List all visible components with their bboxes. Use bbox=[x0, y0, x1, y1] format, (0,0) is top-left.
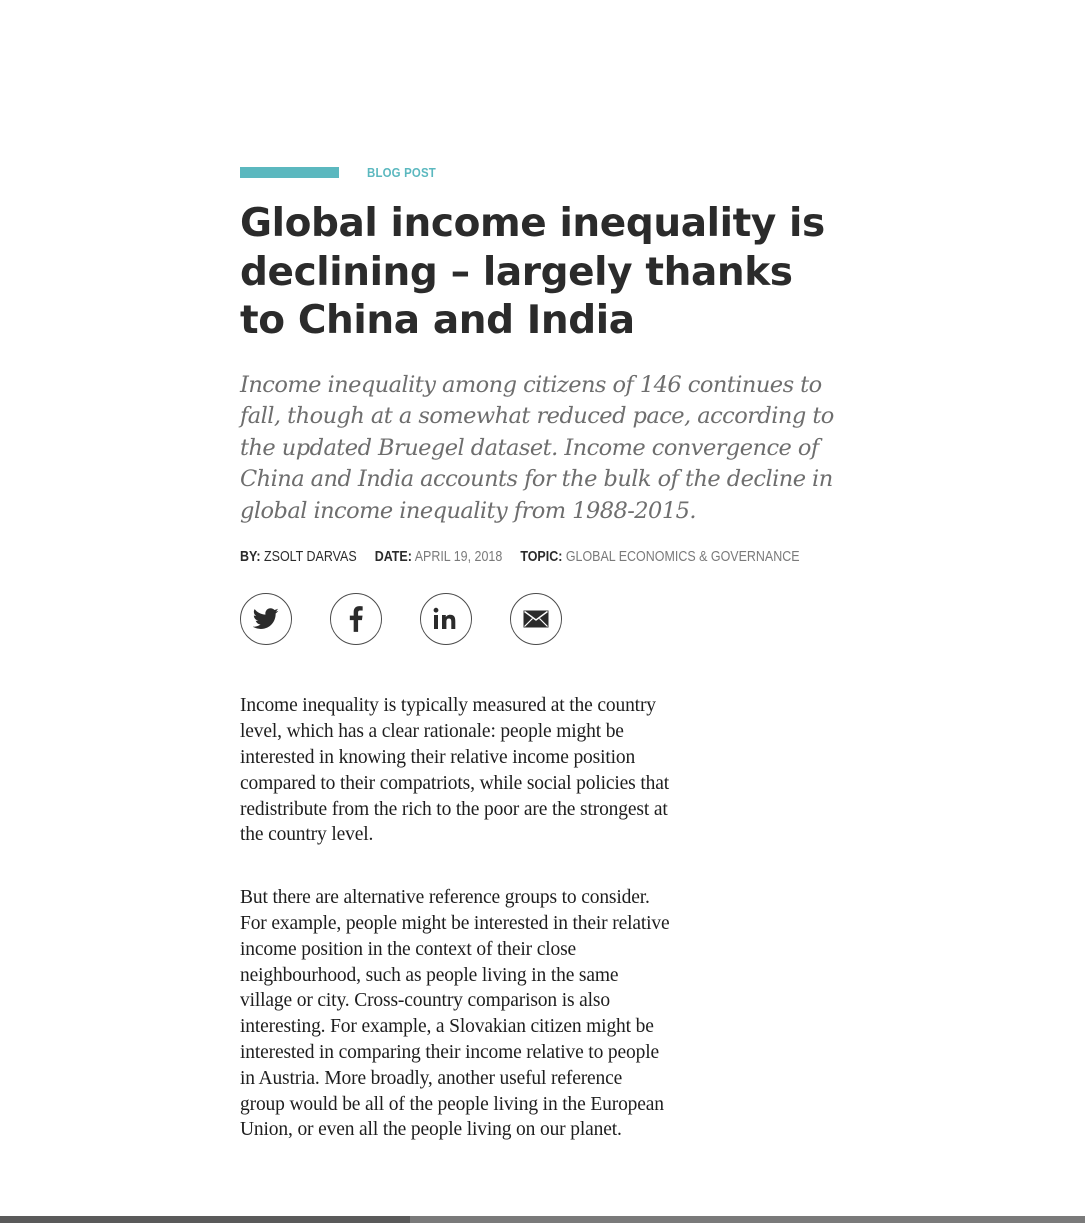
article-lead: Income inequality among citizens of 146 continues to fall, though at a somewhat reduced pace, according to the updated Bruegel dataset. Income convergence of China and India accounts for the bulk of the decline in global income inequality from 1988-2015. bbox=[240, 371, 834, 524]
window-bottom-edge bbox=[0, 1216, 1085, 1223]
article-meta bbox=[240, 549, 800, 566]
meta-author bbox=[240, 549, 357, 565]
share-linkedin-button[interactable] bbox=[420, 593, 472, 645]
facebook-icon bbox=[349, 606, 363, 632]
article-title: Global income inequality is declining – largely thanks to China and India bbox=[240, 201, 825, 343]
topic-link[interactable]: GLOBAL ECONOMICS & GOVERNANCE bbox=[565, 549, 800, 566]
horizontal-scrollbar-track[interactable] bbox=[410, 1216, 1085, 1223]
category-row bbox=[240, 164, 840, 180]
share-buttons bbox=[240, 593, 840, 645]
meta-author-label: BY: bbox=[240, 549, 261, 566]
linkedin-icon bbox=[433, 607, 459, 631]
category-label[interactable]: BLOG POST bbox=[367, 164, 436, 180]
email-icon bbox=[523, 610, 549, 628]
twitter-icon bbox=[253, 608, 279, 630]
author-link[interactable]: ZSOLT DARVAS bbox=[264, 549, 357, 566]
article-body bbox=[240, 693, 670, 1143]
meta-date-value: APRIL 19, 2018 bbox=[414, 549, 503, 566]
meta-date bbox=[375, 549, 503, 565]
share-email-button[interactable] bbox=[510, 593, 562, 645]
share-facebook-button[interactable] bbox=[330, 593, 382, 645]
article bbox=[240, 164, 840, 1180]
meta-topic-label: TOPIC: bbox=[520, 549, 563, 566]
article-paragraph: Income inequality is typically measured at the country level, which has a clear rationale: people might be interested in knowing their relative income position compared to their compatriots, while social policies that redistribute from the rich to the poor are the strongest at the country level. bbox=[240, 695, 669, 846]
category-accent-bar bbox=[240, 167, 339, 178]
meta-date-label: DATE: bbox=[374, 549, 412, 566]
article-paragraph: But there are alternative reference groups to consider. For example, people might be interested in their relative income position in the context of their close neighbourhood, such as people living in the same village or city. Cross-country comparison is also interesting. For example, a Slovakian citizen might be interested in comparing their income relative to people in Austria. More broadly, another useful reference group would be all of the people living in the European Union, or even all the people living on our planet. bbox=[240, 887, 670, 1141]
meta-topic bbox=[520, 549, 799, 565]
share-twitter-button[interactable] bbox=[240, 593, 292, 645]
